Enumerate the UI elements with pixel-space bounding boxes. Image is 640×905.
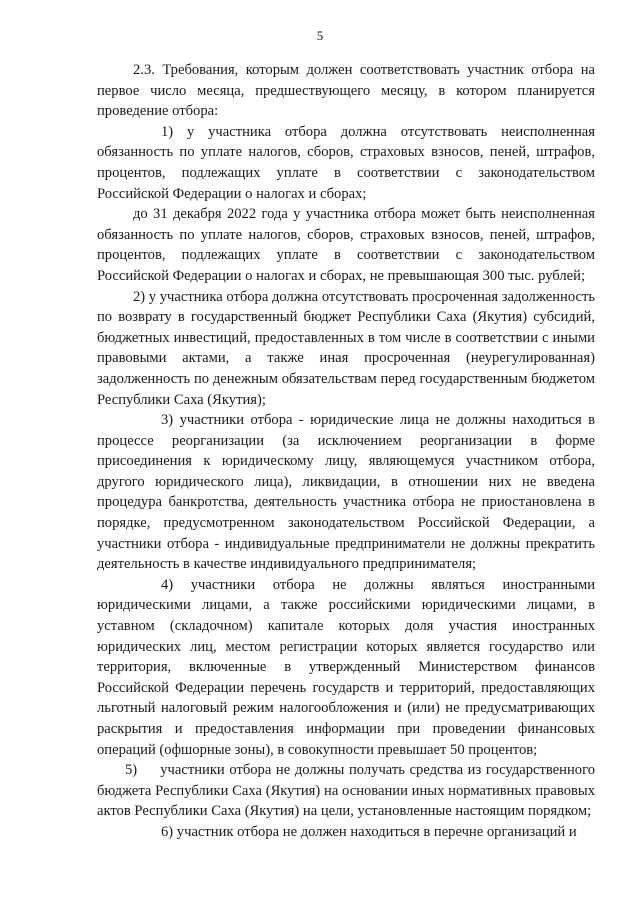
- list-item-1-note: до 31 декабря 2022 года у участника отбора может быть неисполненная обязанность по уплате налогов, сборов, страховых взносов, пеней, штрафов, процентов, подлежащих уплате в соответствии с законодательством Российской Федерации о налогах и сборах, не превышающая 300 тыс. рублей;: [97, 206, 595, 284]
- document-body: [97, 60, 595, 843]
- list-item-2: 2) у участника отбора должна отсутствовать просроченная задолженность по возврату в государственный бюджет Республики Саха (Якутия) субсидий, бюджетных инвестиций, предоставленных в том числе в соответствии с иными правовыми актами, а также иная просроченная (неурегулированная) задолженность по денежным обязательствам перед государственным бюджетом Республики Саха (Якутия);: [97, 288, 595, 408]
- list-item-1: 1) у участника отбора должна отсутствовать неисполненная обязанность по уплате налогов, сборов, страховых взносов, пеней, штрафов, процентов, подлежащих уплате в соответствии с законодательством Российской Федерации о налогах и сборах;: [97, 123, 595, 202]
- paragraph-2-3: 2.3. Требования, которым должен соответствовать участник отбора на первое число месяца, предшествующего месяцу, в котором планируется проведение отбора:: [97, 62, 595, 120]
- list-item-4: 4) участники отбора не должны являться иностранными юридическими лицами, а также российскими юридическими лицами, в уставном (складочном) капитале которых доля участия иностранных юридических лиц, местом регистрации которых является государство или территория, включенные в утвержденный Министерством финансов Российской Федерации перечень государств и территорий, предоставляющих льготный налоговый режим налогообложения и (или) не предусматривающих раскрытия и предоставления информации при проведении финансовых операций (офшорные зоны), в совокупности превышает 50 процентов;: [97, 576, 595, 758]
- list-item-6: 6) участник отбора не должен находиться в перечне организаций и: [161, 823, 577, 840]
- list-item-3: 3) участники отбора - юридические лица не должны находиться в процессе реорганизации (за исключением реорганизации в форме присоединения к юридическому лицу, являющемуся участником отбора, другого юридического лица), ликвидации, в отношении них не введена процедура банкротства, деятельность участника отбора не приостановлена в порядке, предусмотренном законодательством Российской Федерации, а участники отбора - индивидуальные предприниматели не должны прекратить деятельность в качестве индивидуального предпринимателя;: [97, 412, 595, 573]
- page-number: 5: [316, 28, 324, 43]
- list-item-5: 5) участники отбора не должны получать средства из государственного бюджета Республики Саха (Якутия) на основании иных нормативных правовых актов Республики Саха (Якутия) на цели, установленные настоящим порядком;: [97, 762, 595, 820]
